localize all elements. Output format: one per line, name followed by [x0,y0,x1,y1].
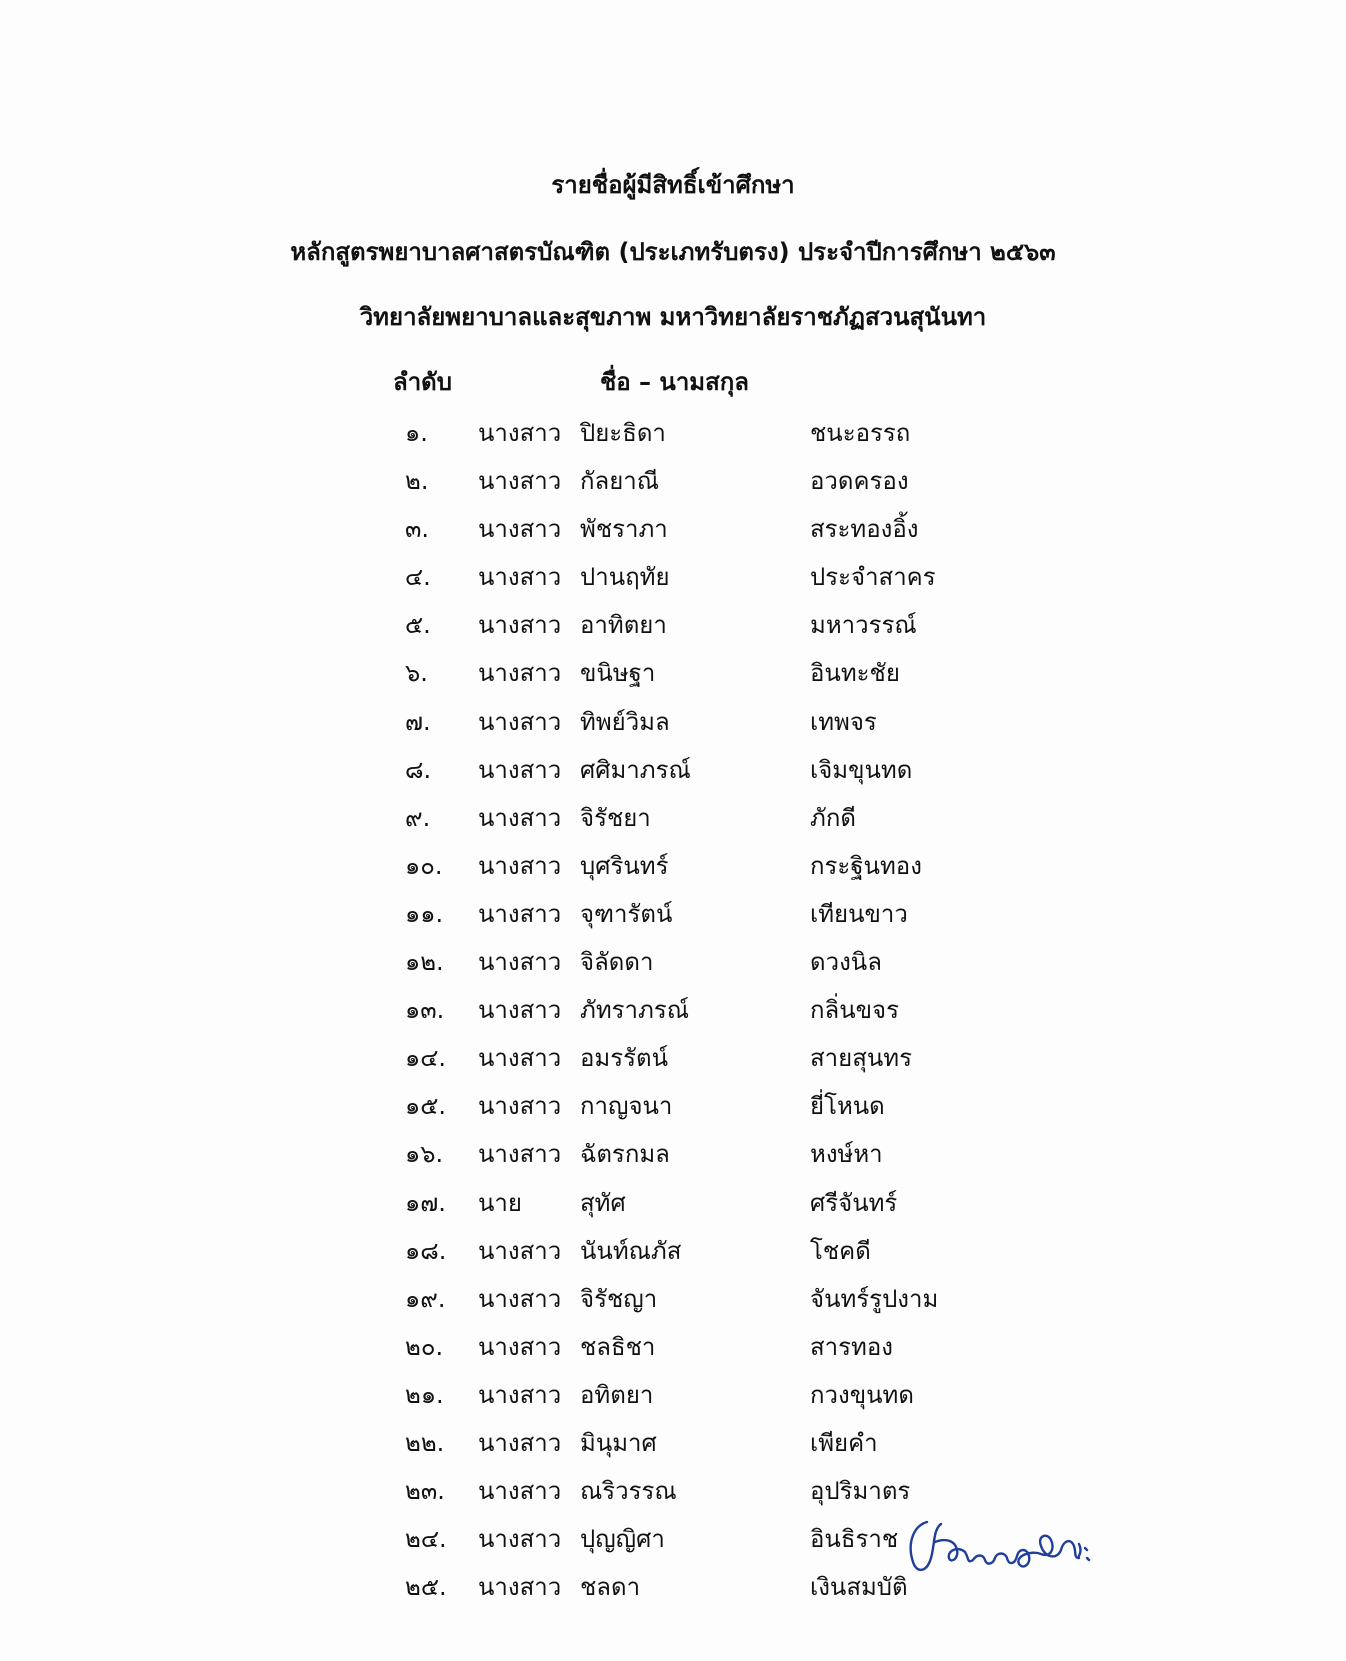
row-number: ๒๐. [405,1332,444,1361]
row-number: ๙. [405,803,431,832]
table-row [0,1415,1346,1463]
name-prefix: นางสาว [478,467,562,496]
row-number: ๑. [405,419,428,447]
last-name: โชคดี [810,1236,871,1265]
table-row [0,1175,1346,1223]
first-name: กาญจนา [580,1092,673,1121]
row-number: ๘. [405,755,432,784]
row-number: ๒๒. [405,1428,445,1457]
table-row [0,1319,1346,1367]
row-number: ๑๕. [405,1092,447,1121]
document-title: รายชื่อผู้มีสิทธิ์เข้าศึกษา [551,171,795,199]
first-name: ณริวรรณ [580,1477,677,1506]
row-number: ๗. [405,707,431,736]
last-name: สระทองอิ้ง [810,515,919,544]
first-name: กัลยาณี [580,467,660,496]
first-name: พัชราภา [580,515,668,544]
name-prefix: นางสาว [478,851,562,880]
last-name: สารทอง [810,1332,893,1361]
name-prefix: นางสาว [478,1092,562,1121]
name-prefix: นางสาว [478,996,562,1025]
last-name: กระฐินทอง [810,851,922,880]
last-name: อวดครอง [810,467,909,496]
first-name: นันท์ณภัส [580,1236,682,1265]
last-name: อุปริมาตร [810,1477,911,1506]
table-row [0,886,1346,934]
row-number: ๑๙. [405,1284,446,1313]
column-header-name: ชื่อ – นามสกุล [600,368,750,396]
table-row [0,694,1346,742]
first-name: จุฑารัตน์ [580,899,673,928]
row-number: ๑๔. [405,1044,447,1073]
name-prefix: นางสาว [478,1380,562,1409]
name-prefix: นางสาว [478,1236,562,1265]
row-number: ๒๓. [405,1477,445,1506]
row-number: ๑๒. [405,948,444,977]
first-name: บุศรินทร์ [580,851,669,880]
table-row [0,1271,1346,1319]
first-name: ฉัตรกมล [580,1140,670,1169]
first-name: จิรัชญา [580,1284,658,1313]
name-prefix: นางสาว [478,803,562,832]
table-row [0,453,1346,501]
first-name: จิรัชยา [580,803,651,832]
last-name: กวงขุนทด [810,1380,914,1409]
row-number: ๒๔. [405,1525,447,1554]
last-name: ภักดี [810,803,856,832]
name-prefix: นางสาว [478,1332,562,1361]
table-row [0,1511,1346,1559]
table-row [0,1223,1346,1271]
first-name: ชลธิชา [580,1332,656,1361]
last-name: หงษ์หา [810,1140,883,1169]
name-prefix: นางสาว [478,1477,562,1506]
last-name: เทียนขาว [810,899,908,928]
table-row [0,1078,1346,1126]
last-name: อินทะชัย [810,659,900,688]
row-number: ๑๘. [405,1236,447,1265]
row-number: ๑๗. [405,1188,446,1217]
table-row [0,1367,1346,1415]
row-number: ๑๓. [405,996,445,1025]
first-name: จิลัดดา [580,948,654,977]
last-name: กลิ่นขจร [810,996,900,1025]
table-row [0,405,1346,453]
row-number: ๔. [405,563,431,592]
name-prefix: นางสาว [478,755,562,784]
name-prefix: นางสาว [478,899,562,928]
table-row [0,838,1346,886]
table-row [0,934,1346,982]
first-name: ปิยะธิดา [580,419,666,447]
row-number: ๖. [405,659,428,688]
name-prefix: นางสาว [478,948,562,977]
first-name: ปานฤทัย [580,563,670,592]
last-name: อินธิราช [810,1525,899,1554]
last-name: เทพจร [810,707,877,736]
name-prefix: นางสาว [478,659,562,688]
last-name: ประจำสาคร [810,563,936,592]
name-list [0,405,1346,1607]
name-prefix: นางสาว [478,1573,562,1602]
last-name: ดวงนิล [810,948,882,977]
last-name: มหาวรรณ์ [810,611,917,640]
institution-title: วิทยาลัยพยาบาลและสุขภาพ มหาวิทยาลัยราชภัฏสวนสุนันทา [359,303,987,331]
name-prefix: นางสาว [478,1428,562,1457]
last-name: ชนะอรรถ [810,419,911,447]
last-name: จันทร์รูปงาม [810,1284,939,1313]
row-number: ๓. [405,515,430,544]
name-prefix: นางสาว [478,419,562,447]
last-name: สายสุนทร [810,1044,912,1073]
name-prefix: นาย [478,1188,522,1217]
table-row [0,549,1346,597]
table-row [0,742,1346,790]
row-number: ๒๑. [405,1380,444,1409]
name-prefix: นางสาว [478,1044,562,1073]
name-prefix: นางสาว [478,611,562,640]
table-row [0,645,1346,693]
name-prefix: นางสาว [478,563,562,592]
first-name: ปุญญิศา [580,1525,665,1554]
first-name: สุทัศ [580,1188,626,1217]
row-number: ๕. [405,611,431,640]
last-name: ยี่โหนด [810,1092,885,1121]
last-name: ศรีจันทร์ [810,1188,898,1217]
name-prefix: นางสาว [478,1525,562,1554]
handwritten-signature [905,1514,1100,1589]
first-name: อทิตยา [580,1380,654,1409]
name-prefix: นางสาว [478,515,562,544]
program-title: หลักสูตรพยาบาลศาสตรบัณฑิต (ประเภทรับตรง) ประจำปีการศึกษา ๒๕๖๓ [290,238,1056,266]
table-row [0,1126,1346,1174]
last-name: เงินสมบัติ [810,1573,908,1602]
first-name: อาทิตยา [580,611,667,640]
last-name: เพียคำ [810,1428,878,1457]
table-row [0,1559,1346,1607]
first-name: ทิพย์วิมล [580,707,670,736]
row-number: ๒๕. [405,1573,447,1602]
first-name: มินุมาศ [580,1428,657,1457]
table-row [0,982,1346,1030]
first-name: ภัทราภรณ์ [580,996,689,1025]
table-row [0,597,1346,645]
row-number: ๑๐. [405,851,443,880]
table-row [0,1030,1346,1078]
first-name: อมรรัตน์ [580,1044,669,1073]
table-row [0,1463,1346,1511]
name-prefix: นางสาว [478,1284,562,1313]
first-name: ชลดา [580,1573,641,1602]
row-number: ๒. [405,467,429,496]
row-number: ๑๑. [405,899,444,928]
first-name: ศศิมาภรณ์ [580,755,691,784]
name-prefix: นางสาว [478,707,562,736]
column-header-order: ลำดับ [393,368,453,396]
first-name: ขนิษฐา [580,659,656,688]
name-prefix: นางสาว [478,1140,562,1169]
row-number: ๑๖. [405,1140,444,1169]
last-name: เจิมขุนทด [810,755,913,784]
table-row [0,790,1346,838]
table-row [0,501,1346,549]
